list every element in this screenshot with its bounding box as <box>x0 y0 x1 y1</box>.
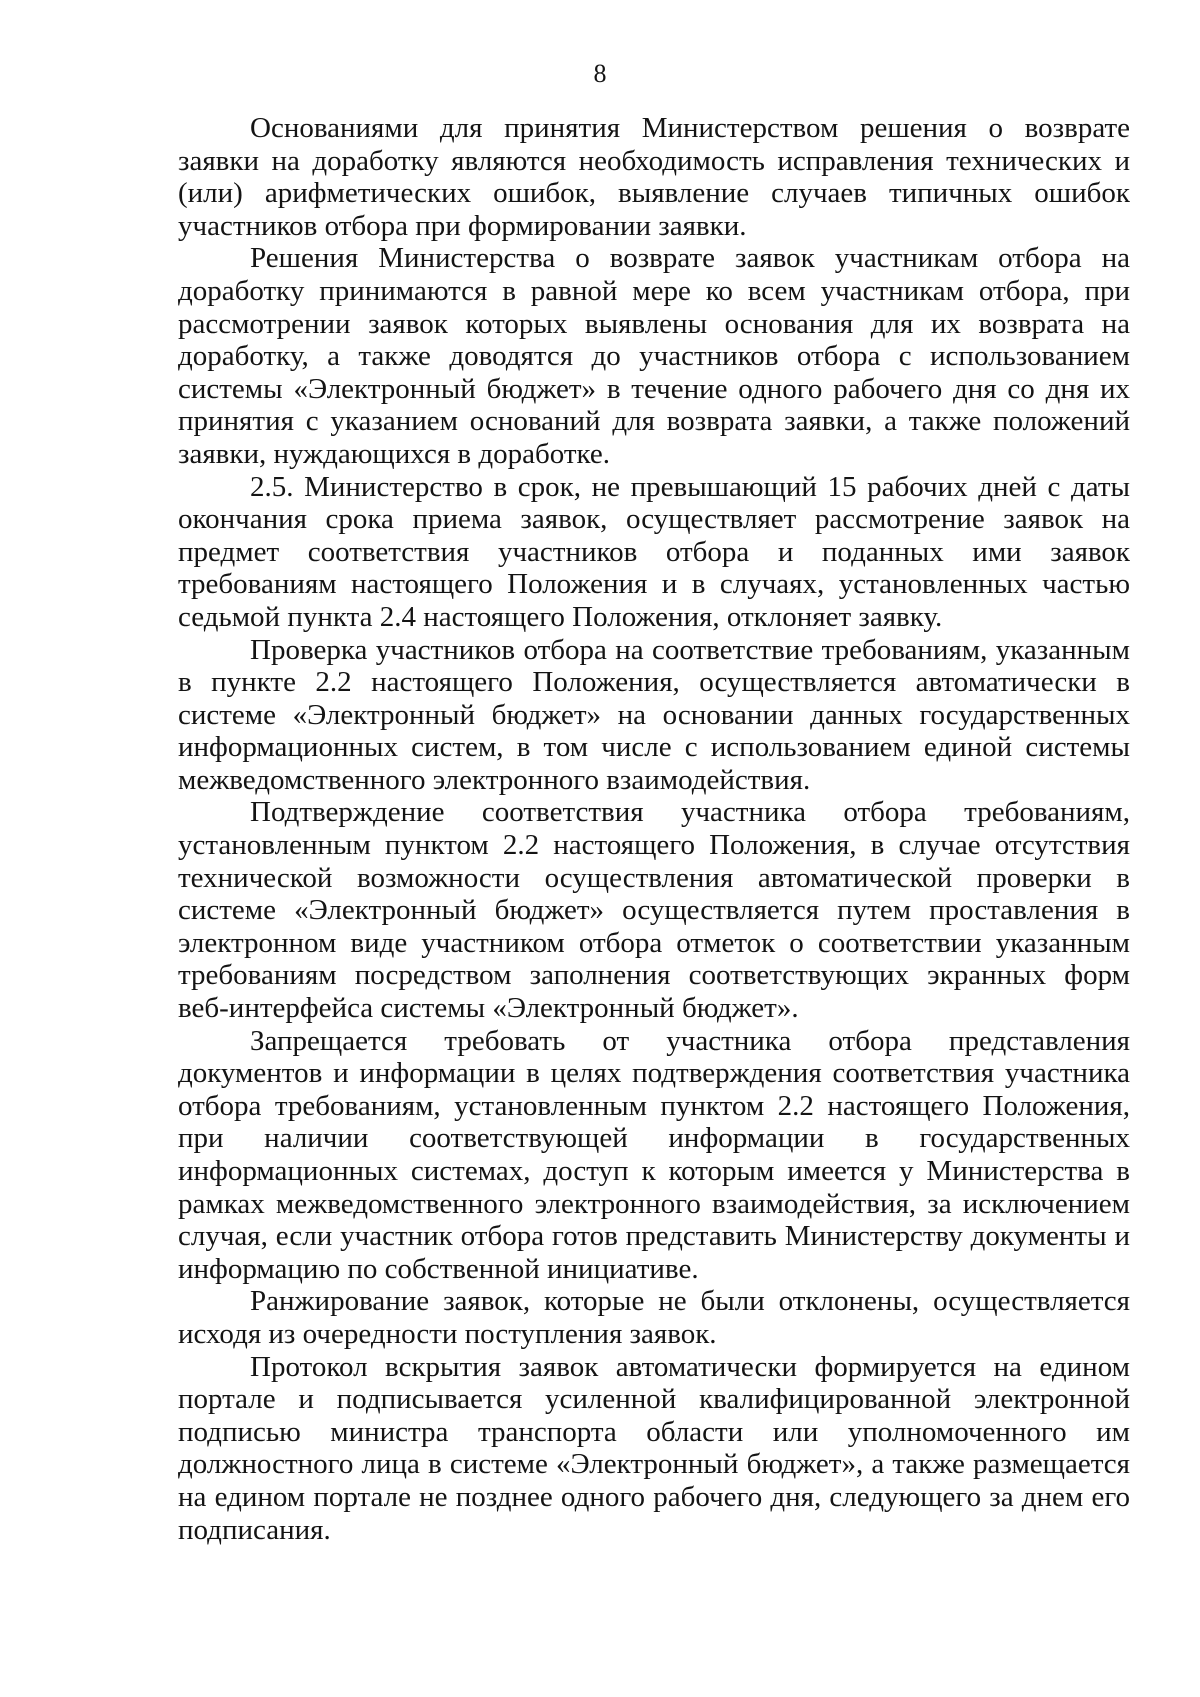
page-number: 8 <box>593 59 607 88</box>
paragraph-protocol: Протокол вскрытия заявок автоматически формируется на едином портале и подписывается усиленной квалифицированной электронной подписью министра транспорта области или уполномоченного им должностного лица в системе «Электронный бюджет», а также размещается на едином портале не позднее одного рабочего дня, следующего за днем его подписания. <box>178 1350 1130 1546</box>
paragraph-return-grounds: Основаниями для принятия Министерством решения о возврате заявки на доработку являются необходимость исправления технических и (или) арифметических ошибок, выявление случаев типичных ошибок участников отбора при формировании заявки. <box>178 112 1130 242</box>
paragraph-return-decisions: Решения Министерства о возврате заявок участникам отбора на доработку принимаются в равной мере ко всем участникам отбора, при рассмотрении заявок которых выявлены основания для их возврата на доработку, а также доводятся до участников отбора с использованием системы «Электронный бюджет» в течение одного рабочего дня со дня их принятия с указанием оснований для возврата заявки, а также положений заявки, нуждающихся в доработке. <box>178 242 1130 470</box>
paragraph-clause-2-5: 2.5. Министерство в срок, не превышающий 15 рабочих дней с даты окончания срока приема заявок, осуществляет рассмотрение заявок на предмет соответствия участников отбора и поданных ими заявок требованиям настоящего Положения и в случаях, установленных частью седьмой пункта 2.4 настоящего Положения, отклоняет заявку. <box>178 470 1130 633</box>
paragraph-automatic-check: Проверка участников отбора на соответствие требованиям, указанным в пункте 2.2 настоящего Положения, осуществляется автоматически в системе «Электронный бюджет» на основании данных государственных информационных систем, в том числе с использованием единой системы межведомственного электронного взаимодействия. <box>178 633 1130 796</box>
paragraph-ranking: Ранжирование заявок, которые не были отклонены, осуществляется исходя из очередности поступления заявок. <box>178 1285 1130 1350</box>
paragraph-confirmation: Подтверждение соответствия участника отбора требованиям, установленным пунктом 2.2 настоящего Положения, в случае отсутствия технической возможности осуществления автоматической проверки в системе «Электронный бюджет» осуществляется путем проставления в электронном виде участником отбора отметок о соответствии указанным требованиям посредством заполнения соответствующих экранных форм веб-интерфейса системы «Электронный бюджет». <box>178 796 1130 1025</box>
body-text <box>178 112 1130 1546</box>
paragraph-prohibition: Запрещается требовать от участника отбора представления документов и информации в целях подтверждения соответствия участника отбора требованиям, установленным пунктом 2.2 настоящего Положения, при наличии соответствующей информации в государственных информационных системах, доступ к которым имеется у Министерства в рамках межведомственного электронного взаимодействия, за исключением случая, если участник отбора готов представить Министерству документы и информацию по собственной инициативе. <box>178 1024 1130 1285</box>
